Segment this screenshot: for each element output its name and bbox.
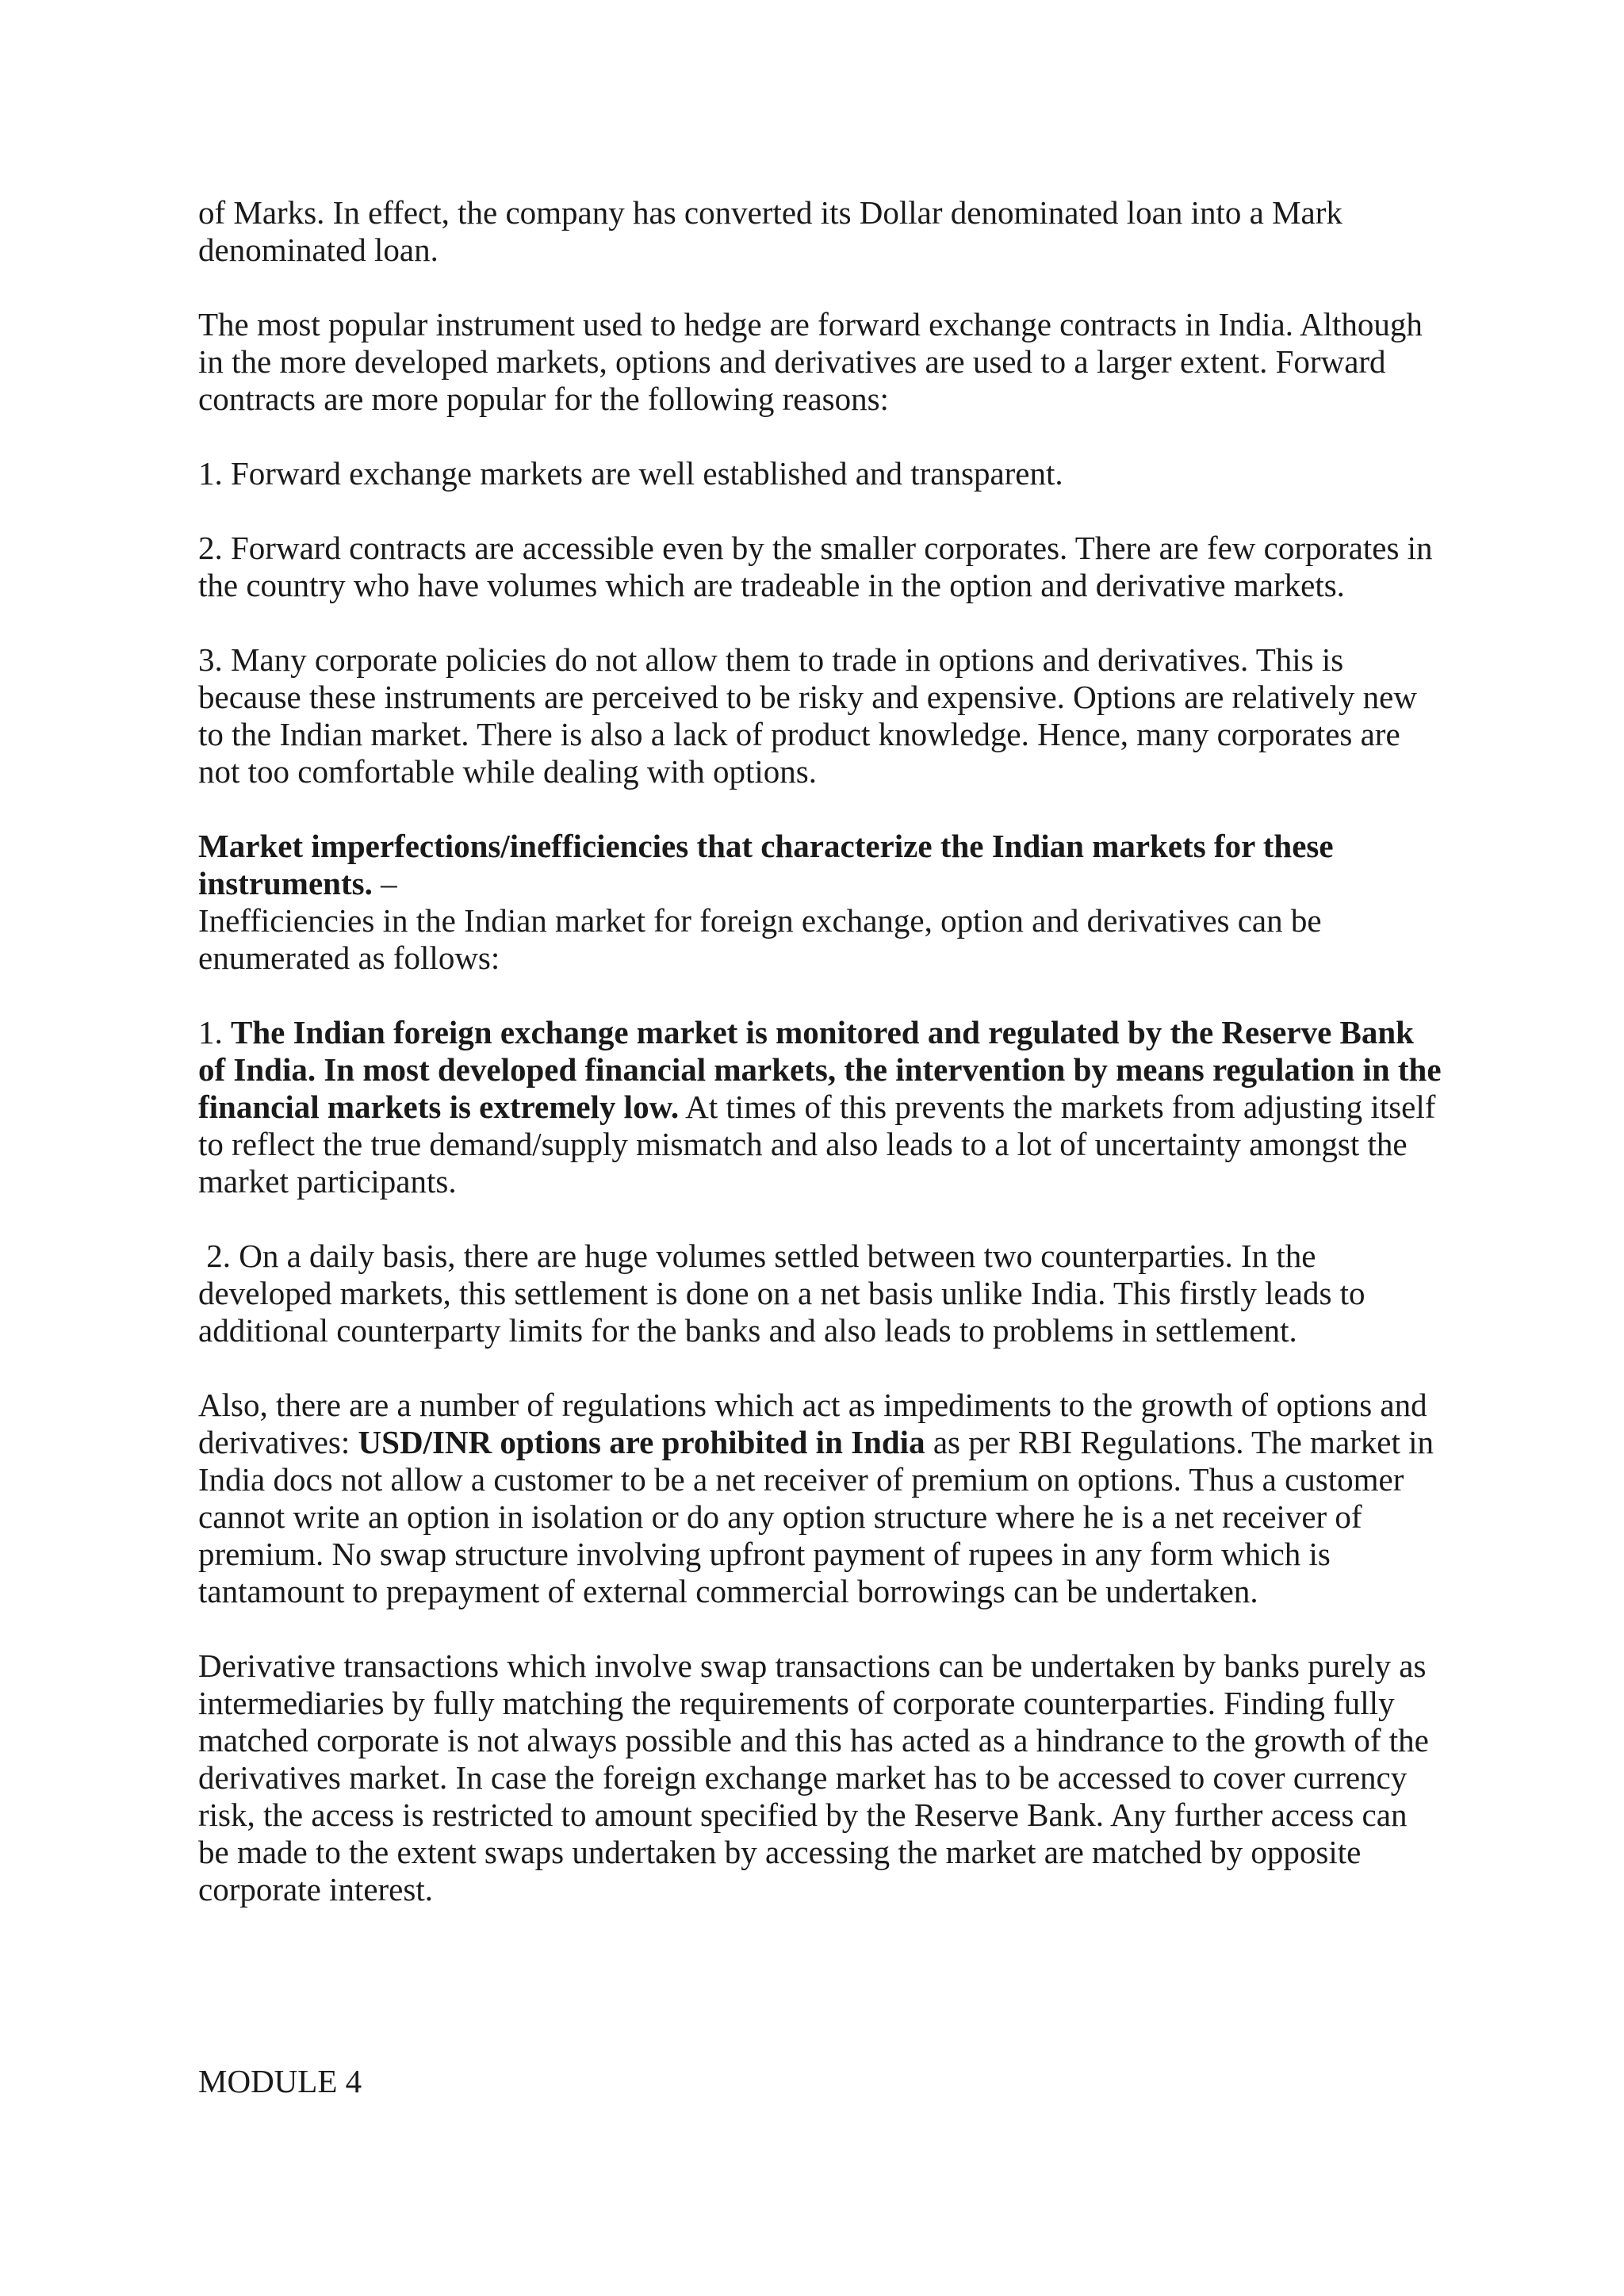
regulations-pre: Also, there are a number of regulations which act as impediments to the growth of options and derivatives: [198,1387,1427,1460]
point-1-bold: The Indian foreign exchange market is monitored and regulated by the Reserve Bank of India. In most developed financial markets, the intervention by means regulation in the financial markets is extremely low. [198,1014,1442,1125]
inefficiency-point-2: 2. On a daily basis, there are huge volumes settled between two counterparties. In the developed markets, this settlement is done on a net basis unlike India. This firstly leads to additional counterparty limits for the banks and also leads to problems in settlement. [198,1238,1373,1349]
inefficiency-point-1 [198,1014,1443,1200]
point-1-number: 1. [198,1014,231,1050]
reason-3: 3. Many corporate policies do not allow them to trade in options and derivatives. This is because these instruments are perceived to be risky and expensive. Options are relatively new to the Indian market. There is also a lack of product knowledge. Hence, many corporates are not too comfortable while dealing with options. [198,641,1417,790]
section-heading-text: Market imperfections/inefficiencies that characterize the Indian markets for these instruments. [198,828,1334,901]
reason-2: 2. Forward contracts are accessible even by the smaller corporates. There are few corporates in the country who have volumes which are tradeable in the option and derivative markets. [198,530,1433,603]
section-heading-dash: – [372,865,397,901]
reason-1: 1. Forward exchange markets are well established and transparent. [198,455,1063,492]
paragraph-derivatives: Derivative transactions which involve swap transactions can be undertaken by banks purely as intermediaries by fully matching the requirements of corporate counterparties. Finding fully matched corporate is not always possible and this has acted as a hindrance to the growth of the derivatives market. In case the foreign exchange market has to be accessed to cover currency risk, the access is restricted to amount specified by the Reserve Bank. Any further access can be made to the extent swaps undertaken by accessing the market are matched by opposite corporate interest. [198,1647,1429,1908]
document-body [198,194,1443,1946]
paragraph-regulations [198,1387,1443,1610]
point-1-rest: At times of this prevents the markets from adjusting itself to reflect the true demand/supply mismatch and also leads to a lot of uncertainty amongst the market participants. [198,1089,1436,1200]
paragraph-intro: of Marks. In effect, the company has converted its Dollar denominated loan into a Mark denominated loan. [198,194,1342,268]
paragraph-popular-instrument: The most popular instrument used to hedge are forward exchange contracts in India. Although in the more developed markets, options and derivatives are used to a larger extent. Forward contracts are more popular for the following reasons: [198,306,1423,417]
regulations-post: as per RBI Regulations. The market in India docs not allow a customer to be a net receiver of premium on options. Thus a customer cannot write an option in isolation or do any option structure where he is a net receiver of premium. No swap structure involving upfront payment of rupees in any form which is tantamount to prepayment of external commercial borrowings can be undertaken. [198,1424,1434,1609]
section-heading [198,828,1443,902]
module-label: MODULE 4 [198,2063,362,2099]
section-intro: Inefficiencies in the Indian market for foreign exchange, option and derivatives can be enumerated as follows: [198,902,1322,976]
regulations-bold: USD/INR options are prohibited in India [358,1424,925,1460]
